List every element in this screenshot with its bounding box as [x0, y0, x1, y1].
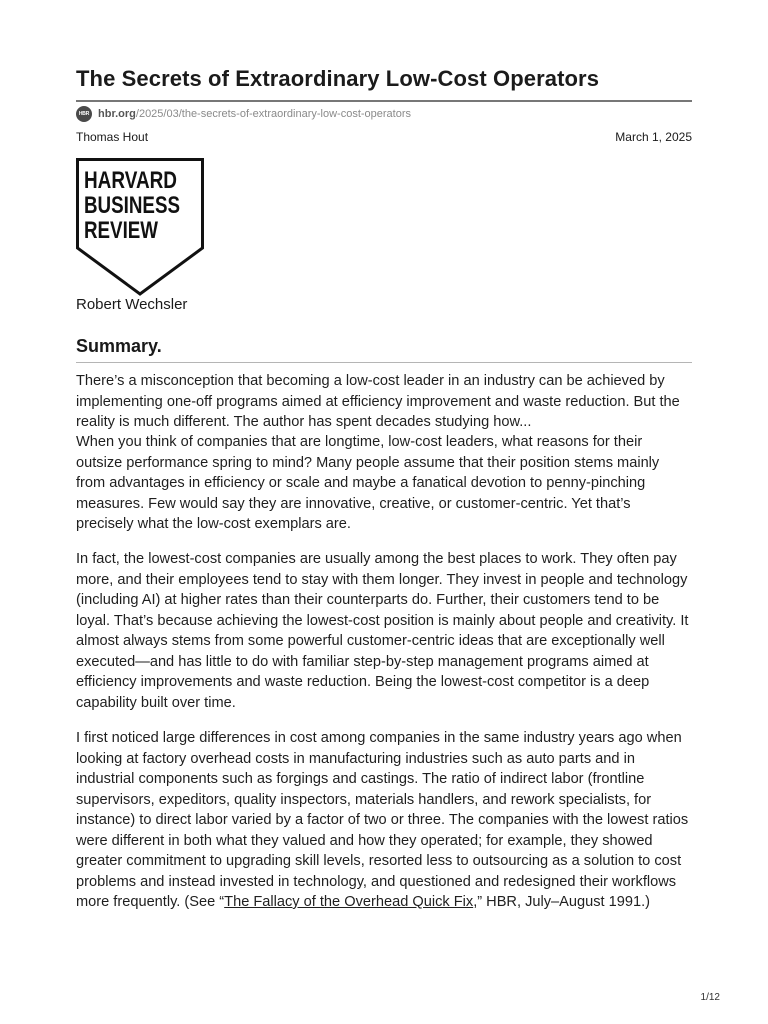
summary-divider: [76, 362, 692, 363]
source-url-row[interactable]: [76, 106, 411, 122]
fallacy-overhead-article-link[interactable]: The Fallacy of the Overhead Quick Fix: [224, 894, 474, 910]
body-paragraph-1: When you think of companies that are longtime, low-cost leaders, what reasons for their outsize performance spring to mind? Many people assume that their position stems mainly from advantages in efficiency or scale and maybe a fanatical devotion to penny-pinching measures. Few would say they are innovative, creative, or customer-centric. Yet that’s precisely what the low-cost exemplars are.: [76, 434, 660, 532]
harvard-business-review-logo: [76, 158, 204, 296]
source-domain[interactable]: hbr.org: [98, 108, 136, 120]
paragraph-3-text-before-link: I first noticed large differences in cost among companies in the same industry years ago when looking at factory overhead costs in manufacturing industries such as auto parts and in industrial components such as forgings and castings. The ratio of indirect labor (frontline supervisors, expeditors, quality inspectors, materials handlers, and rework specialists, for instance) to direct labor varied by a factor of two or three. The companies with the lowest ratios were different in both what they valued and how they operated; for example, they showed greater commitment to upgrading skill levels, resorted less to outsourcing as a solution to cost problems and instead invested in technology, and questioned and redesigned their workflows more frequently. (See “: [76, 730, 689, 910]
title-divider: [76, 100, 692, 102]
logo-line-2: BUSINESS: [84, 192, 180, 219]
summary-heading: Summary.: [76, 336, 162, 356]
paragraph-3-text-after-link: ,” HBR, July–August 1991.): [473, 894, 651, 910]
summary-paragraph: There’s a misconception that becoming a low-cost leader in an industry can be achieved by implementing one-off programs aimed at efficiency improvement and waste reduction. But the reality is much different. The author has spent decades studying how...: [76, 373, 680, 430]
author-name: Thomas Hout: [76, 130, 149, 144]
hbr-favicon-icon: HBR: [76, 106, 92, 122]
body-paragraph-2: In fact, the lowest-cost companies are usually among the best places to work. They often pay more, and their employees tend to stay with them longer. They invest in people and technology (including AI) at higher rates than their counterparts do. Further, their customers tend to be loyal. That’s because achieving the lowest-cost position is mainly about people and creativity. It almost always stems from some powerful customer-centric ideas that are exceptionally well executed—and has little to do with familiar step-by-step management programs aimed at efficiency improvements and waste reduction. Being the lowest-cost competitor is a deep capability built over time.: [76, 551, 689, 711]
body-paragraph-3: [76, 728, 692, 913]
logo-line-1: HARVARD: [84, 167, 177, 194]
publish-date: March 1, 2025: [615, 130, 692, 144]
source-path[interactable]: /2025/03/the-secrets-of-extraordinary-low-cost-operators: [135, 108, 412, 120]
logo-line-3: REVIEW: [84, 217, 159, 244]
page-number: 1/12: [700, 992, 720, 1003]
image-credit: Robert Wechsler: [76, 296, 188, 313]
article-title: The Secrets of Extraordinary Low-Cost Operators: [76, 66, 600, 91]
byline-row: [76, 130, 692, 144]
